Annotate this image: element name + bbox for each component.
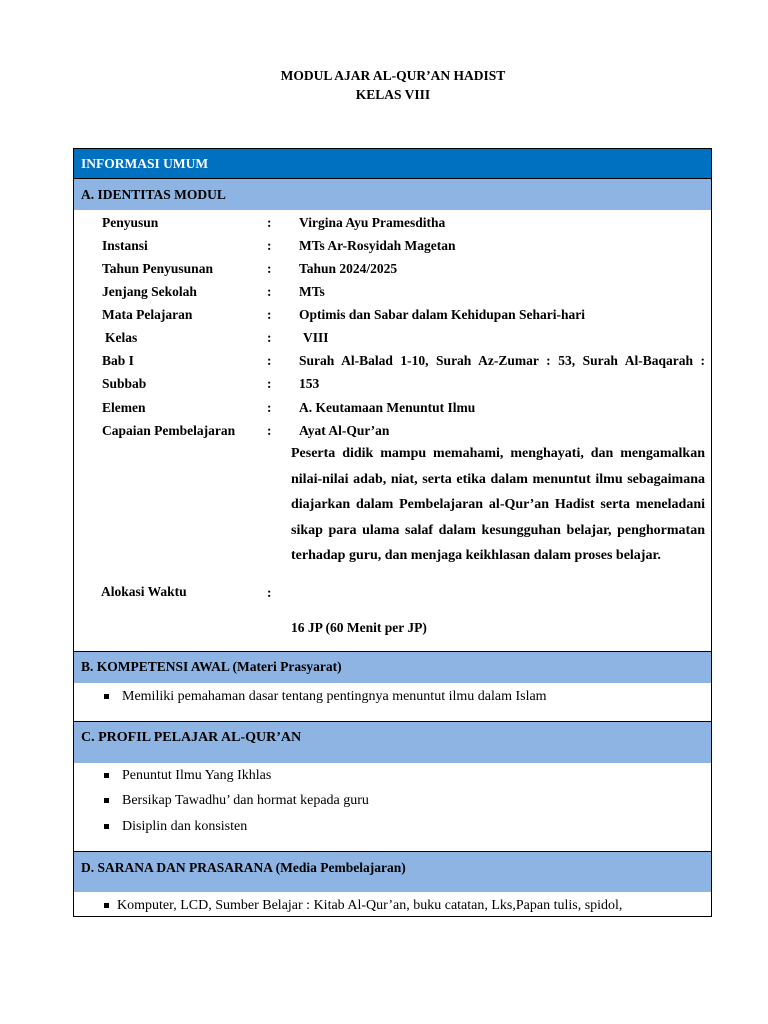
list-item: Penuntut Ilmu Yang Ikhlas [104,768,271,784]
section-a-header: A. IDENTITAS MODUL [73,178,712,210]
alokasi-value: 16 JP (60 Menit per JP) [291,620,427,635]
colon: : [267,353,272,368]
identity-value: Virgina Ayu Pramesditha [299,215,446,230]
identity-value: Tahun 2024/2025 [299,261,398,276]
section-c-header: C. PROFIL PELAJAR AL-QUR’AN [73,721,712,763]
colon: : [267,585,272,600]
colon: : [267,215,272,230]
colon: : [267,423,272,438]
identity-label: Kelas [105,330,138,345]
colon: : [267,238,272,253]
identity-value: Surah Al-Balad 1-10, Surah Az-Zumar : 53, Surah Al-Baqarah : [299,353,705,368]
colon: : [267,376,272,391]
identity-value: VIII [303,330,329,345]
list-item: Disiplin dan konsisten [104,819,247,835]
document-subtitle: KELAS VIII [355,87,431,102]
section-b-header: B. KOMPETENSI AWAL (Materi Prasyarat) [73,651,712,683]
list-item: Bersikap Tawadhu’ dan hormat kepada guru [104,793,369,809]
alokasi-label: Alokasi Waktu [101,584,187,599]
bullet-icon [104,773,109,778]
identity-value: Optimis dan Sabar dalam Kehidupan Sehari-hari [299,307,585,322]
colon: : [267,400,272,415]
bullet-icon [104,903,109,908]
identity-label: Elemen [102,400,146,415]
identity-value: MTs Ar-Rosyidah Magetan [299,238,456,253]
identity-value: 153 [299,376,320,391]
capaian-text: Peserta didik mampu memahami, menghayati, dan mengamalkan nilai-nilai adab, niat, serta etika dalam menuntut ilmu sebagaimana diajarkan dalam Pembelajaran al-Qur’an Hadist serta meneladani sikap para ulama salaf dalam kesungguhan belajar, penghormatan terhadap guru, dan menjaga keikhlasan dalam proses belajar. [291,446,705,564]
colon: : [267,330,272,345]
bullet-icon [104,824,109,829]
colon: : [267,261,272,276]
identity-label: Tahun Penyusunan [102,261,213,276]
identity-value: A. Keutamaan Menuntut Ilmu [299,400,476,415]
section-d-header: D. SARANA DAN PRASARANA (Media Pembelajaran) [73,851,712,892]
bullet-icon [104,798,109,803]
identity-value: MTs [299,284,325,299]
identity-label: Instansi [102,238,148,253]
document-title: MODUL AJAR AL-QUR’AN HADIST [280,68,506,83]
identity-label: Penyusun [102,215,159,230]
identity-label: Bab I [102,353,134,368]
list-item: Komputer, LCD, Sumber Belajar : Kitab Al-Qur’an, buku catatan, Lks,Papan tulis, spidol, [104,898,622,914]
colon: : [267,284,272,299]
identity-label: Subbab [102,376,147,391]
identity-label: Capaian Pembelajaran [102,423,236,438]
identity-value: Ayat Al-Qur’an [299,423,390,438]
identity-label: Jenjang Sekolah [102,284,197,299]
list-item: Memiliki pemahaman dasar tentang pentingnya menuntut ilmu dalam Islam [104,689,547,705]
identity-label: Mata Pelajaran [102,307,193,322]
colon: : [267,307,272,322]
bullet-icon [104,694,109,699]
info-header: INFORMASI UMUM [73,148,712,179]
